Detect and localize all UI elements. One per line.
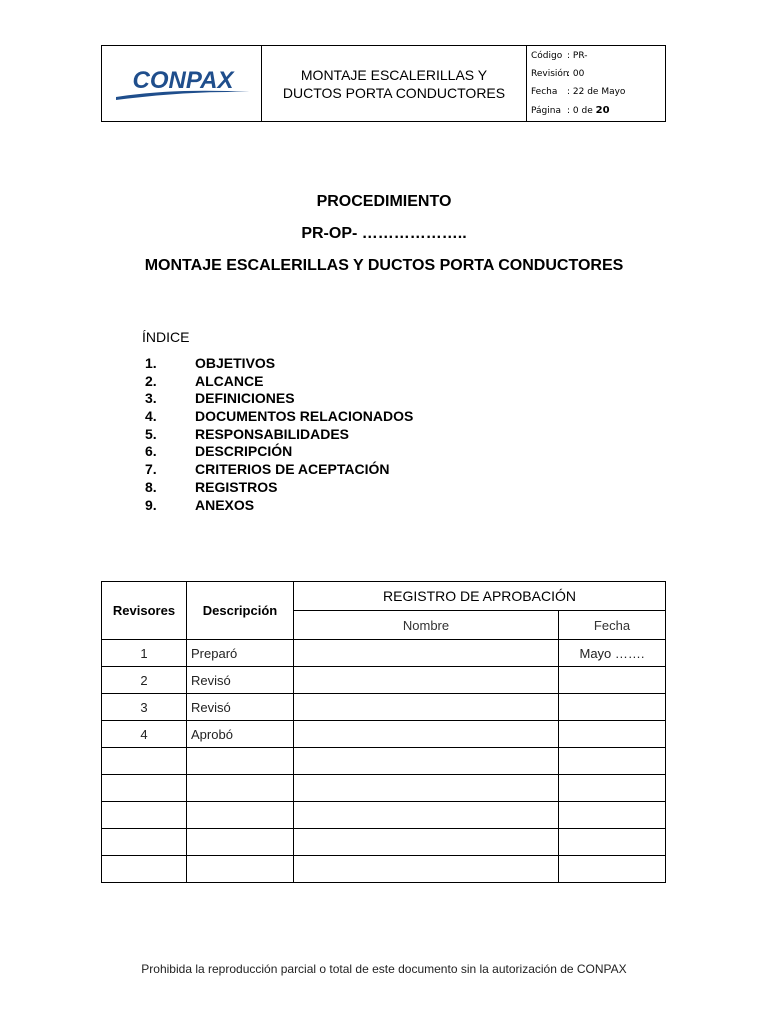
- row-number: [102, 802, 187, 829]
- table-row: [102, 667, 666, 694]
- index-item-label: DOCUMENTOS RELACIONADOS: [195, 408, 414, 425]
- table-row: [102, 829, 666, 856]
- row-name: [294, 748, 559, 775]
- row-name: [294, 802, 559, 829]
- table-row: [102, 640, 666, 667]
- row-description: [187, 775, 294, 802]
- index-item: [145, 373, 413, 391]
- row-name: [294, 667, 559, 694]
- row-date: [559, 802, 666, 829]
- index-item: [145, 426, 413, 444]
- row-number: 4: [102, 721, 187, 748]
- row-name: [294, 721, 559, 748]
- doc-title: MONTAJE ESCALERILLAS Y DUCTOS PORTA CONDUCTORES: [144, 257, 624, 274]
- index-item-number: 9.: [145, 496, 157, 513]
- index-list: [145, 355, 413, 514]
- approval-rows: [102, 640, 666, 883]
- table-row: [102, 721, 666, 748]
- footer-note: Prohibida la reproducción parcial o total de este documento sin la autorización de CONPAX: [141, 962, 627, 976]
- row-description: Aprobó: [187, 721, 294, 748]
- logo-text: CONPAX: [132, 67, 234, 94]
- row-date: [559, 775, 666, 802]
- index-item-label: OBJETIVOS: [195, 355, 276, 371]
- meta-revision: Revisión: 00: [531, 69, 585, 79]
- index-item-label: DEFINICIONES: [195, 390, 295, 407]
- header-title: [262, 46, 527, 121]
- row-name: [294, 640, 559, 667]
- meta-fecha: Fecha : 22 de Mayo: [531, 87, 626, 97]
- row-description: [187, 748, 294, 775]
- index-item-number: 7.: [145, 461, 157, 478]
- approval-table: [101, 581, 666, 883]
- conpax-logo: [114, 66, 252, 102]
- index-item-number: 3.: [145, 390, 157, 407]
- doc-code: PR-OP- ………………..: [301, 225, 467, 242]
- index-item-number: 2.: [145, 372, 157, 389]
- col-descripcion: Descripción: [187, 582, 294, 640]
- row-number: [102, 775, 187, 802]
- row-name: [294, 856, 559, 883]
- row-description: [187, 829, 294, 856]
- table-row: [102, 856, 666, 883]
- index-item-label: RESPONSABILIDADES: [195, 425, 350, 442]
- index-item-number: 5.: [145, 425, 157, 442]
- index-item-label: REGISTROS: [195, 478, 278, 495]
- index-item-number: 4.: [145, 408, 157, 425]
- row-name: [294, 775, 559, 802]
- col-fecha: Fecha: [559, 611, 666, 640]
- row-name: [294, 694, 559, 721]
- table-row: [102, 748, 666, 775]
- index-item-number: 1.: [145, 355, 157, 371]
- row-date: Mayo …….: [559, 640, 666, 667]
- row-name: [294, 829, 559, 856]
- logo-cell: [102, 46, 262, 121]
- row-date: [559, 694, 666, 721]
- col-revisores: Revisores: [102, 582, 187, 640]
- row-description: Revisó: [187, 667, 294, 694]
- row-date: [559, 829, 666, 856]
- index-item: [145, 479, 413, 497]
- row-date: [559, 667, 666, 694]
- row-date: [559, 856, 666, 883]
- index-item: [145, 408, 413, 426]
- index-item-label: CRITERIOS DE ACEPTACIÓN: [195, 461, 390, 478]
- row-date: [559, 721, 666, 748]
- index-item-label: ANEXOS: [195, 496, 255, 513]
- row-description: Revisó: [187, 694, 294, 721]
- row-number: 3: [102, 694, 187, 721]
- row-description: [187, 856, 294, 883]
- row-description: Preparó: [187, 640, 294, 667]
- index-item-label: ALCANCE: [195, 372, 264, 389]
- row-date: [559, 748, 666, 775]
- index-item: [145, 443, 413, 461]
- header-meta: [527, 46, 665, 121]
- index-item-number: 8.: [145, 478, 157, 495]
- row-number: 1: [102, 640, 187, 667]
- index-item-label: DESCRIPCIÓN: [195, 443, 293, 460]
- index-item: [145, 390, 413, 408]
- row-number: [102, 829, 187, 856]
- approval-group-title: REGISTRO DE APROBACIÓN: [294, 582, 666, 611]
- table-row: [102, 694, 666, 721]
- table-row: [102, 775, 666, 802]
- index-title: ÍNDICE: [142, 329, 190, 345]
- meta-codigo: Código : PR-: [531, 51, 588, 61]
- col-nombre: Nombre: [294, 611, 559, 640]
- header-title-line1: MONTAJE ESCALERILLAS Y: [300, 66, 488, 83]
- row-number: [102, 748, 187, 775]
- meta-pagina: Página : 0 de 20: [531, 105, 610, 116]
- table-row: [102, 802, 666, 829]
- row-number: [102, 856, 187, 883]
- doc-type: PROCEDIMIENTO: [316, 193, 452, 210]
- document-header: [101, 45, 666, 122]
- index-item-number: 6.: [145, 443, 157, 460]
- index-item: [145, 461, 413, 479]
- index-item: [145, 497, 413, 515]
- index-item: [145, 355, 413, 373]
- row-description: [187, 802, 294, 829]
- row-number: 2: [102, 667, 187, 694]
- header-title-line2: DUCTOS PORTA CONDUCTORES: [282, 84, 506, 101]
